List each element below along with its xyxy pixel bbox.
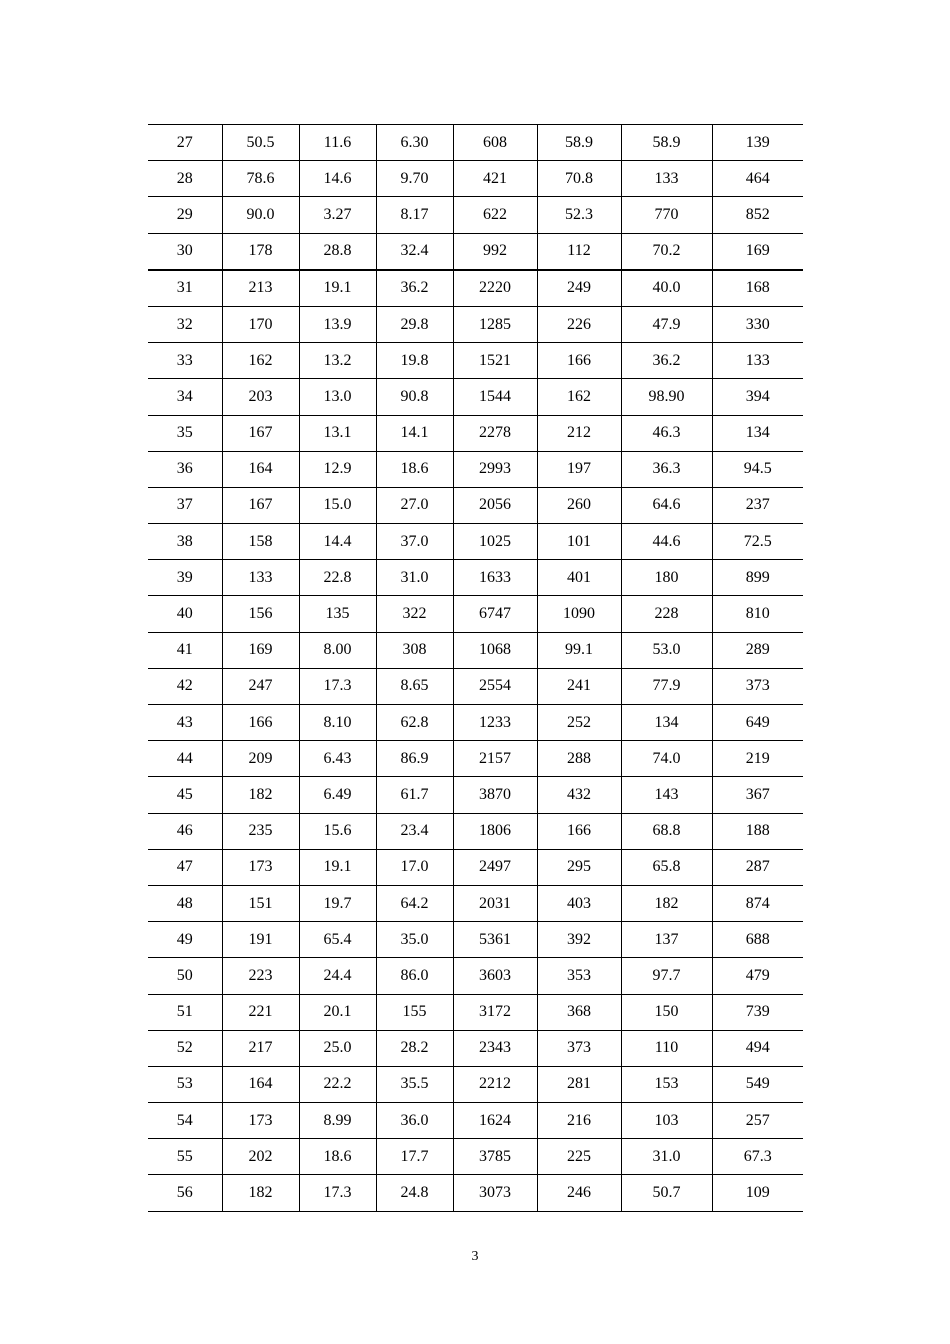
table-cell: 191 [222, 922, 299, 958]
table-cell: 150 [621, 994, 712, 1030]
row-number-cell: 27 [148, 125, 222, 161]
table-cell: 103 [621, 1103, 712, 1139]
table-row [148, 849, 803, 885]
table-cell: 137 [621, 922, 712, 958]
table-cell: 874 [712, 885, 803, 921]
table-cell: 182 [222, 777, 299, 813]
table-cell: 28.8 [299, 233, 376, 270]
table-cell: 5361 [453, 922, 537, 958]
table-cell: 164 [222, 1066, 299, 1102]
table-cell: 180 [621, 560, 712, 596]
table-cell: 202 [222, 1139, 299, 1175]
table-cell: 12.9 [299, 451, 376, 487]
table-cell: 40.0 [621, 270, 712, 307]
table-cell: 58.9 [621, 125, 712, 161]
table-cell: 62.8 [376, 705, 453, 741]
table-cell: 25.0 [299, 1030, 376, 1066]
table-cell: 65.8 [621, 849, 712, 885]
table-cell: 394 [712, 379, 803, 415]
table-cell: 401 [537, 560, 621, 596]
table-cell: 688 [712, 922, 803, 958]
table-cell: 1806 [453, 813, 537, 849]
row-number-cell: 49 [148, 922, 222, 958]
table-cell: 61.7 [376, 777, 453, 813]
table-row [148, 813, 803, 849]
table-cell: 608 [453, 125, 537, 161]
table-cell: 13.1 [299, 415, 376, 451]
table-cell: 2157 [453, 741, 537, 777]
table-cell: 221 [222, 994, 299, 1030]
row-number-cell: 40 [148, 596, 222, 632]
row-number-cell: 36 [148, 451, 222, 487]
table-cell: 110 [621, 1030, 712, 1066]
table-cell: 373 [712, 668, 803, 704]
table-cell: 164 [222, 451, 299, 487]
table-cell: 494 [712, 1030, 803, 1066]
table-cell: 373 [537, 1030, 621, 1066]
table-cell: 133 [222, 560, 299, 596]
table-cell: 17.0 [376, 849, 453, 885]
table-cell: 13.0 [299, 379, 376, 415]
table-cell: 2212 [453, 1066, 537, 1102]
table-cell: 14.6 [299, 161, 376, 197]
table-cell: 188 [712, 813, 803, 849]
row-number-cell: 34 [148, 379, 222, 415]
row-number-cell: 48 [148, 885, 222, 921]
table-row [148, 1066, 803, 1102]
table-cell: 166 [537, 813, 621, 849]
table-cell: 8.65 [376, 668, 453, 704]
table-cell: 151 [222, 885, 299, 921]
table-cell: 70.8 [537, 161, 621, 197]
table-cell: 217 [222, 1030, 299, 1066]
table-cell: 2056 [453, 487, 537, 523]
table-row [148, 487, 803, 523]
table-cell: 8.10 [299, 705, 376, 741]
table-cell: 19.1 [299, 270, 376, 307]
table-row [148, 161, 803, 197]
table-row [148, 125, 803, 161]
table-cell: 11.6 [299, 125, 376, 161]
table-cell: 44.6 [621, 524, 712, 560]
table-cell: 6.30 [376, 125, 453, 161]
table-cell: 330 [712, 306, 803, 342]
table-cell: 74.0 [621, 741, 712, 777]
table-cell: 19.8 [376, 343, 453, 379]
table-cell: 6747 [453, 596, 537, 632]
table-cell: 77.9 [621, 668, 712, 704]
table-cell: 1233 [453, 705, 537, 741]
table-cell: 3870 [453, 777, 537, 813]
table-row [148, 632, 803, 668]
row-number-cell: 35 [148, 415, 222, 451]
table-cell: 739 [712, 994, 803, 1030]
table-row [148, 343, 803, 379]
row-number-cell: 54 [148, 1103, 222, 1139]
table-cell: 235 [222, 813, 299, 849]
table-cell: 2220 [453, 270, 537, 307]
table-cell: 178 [222, 233, 299, 270]
table-row [148, 777, 803, 813]
table-row [148, 922, 803, 958]
table-cell: 13.9 [299, 306, 376, 342]
table-cell: 97.7 [621, 958, 712, 994]
table-row [148, 415, 803, 451]
table-row [148, 270, 803, 307]
row-number-cell: 28 [148, 161, 222, 197]
table-cell: 287 [712, 849, 803, 885]
table-cell: 31.0 [621, 1139, 712, 1175]
table-cell: 226 [537, 306, 621, 342]
table-row [148, 451, 803, 487]
table-row [148, 1103, 803, 1139]
table-cell: 23.4 [376, 813, 453, 849]
table-cell: 182 [621, 885, 712, 921]
row-number-cell: 50 [148, 958, 222, 994]
table-cell: 162 [222, 343, 299, 379]
table-cell: 9.70 [376, 161, 453, 197]
table-cell: 37.0 [376, 524, 453, 560]
table-cell: 134 [621, 705, 712, 741]
row-number-cell: 37 [148, 487, 222, 523]
table-cell: 1624 [453, 1103, 537, 1139]
table-cell: 169 [222, 632, 299, 668]
table-cell: 246 [537, 1175, 621, 1211]
table-cell: 479 [712, 958, 803, 994]
row-number-cell: 44 [148, 741, 222, 777]
table-cell: 109 [712, 1175, 803, 1211]
table-cell: 649 [712, 705, 803, 741]
table-cell: 1090 [537, 596, 621, 632]
table-cell: 1285 [453, 306, 537, 342]
table-cell: 50.7 [621, 1175, 712, 1211]
row-number-cell: 42 [148, 668, 222, 704]
table-cell: 36.3 [621, 451, 712, 487]
table-cell: 90.0 [222, 197, 299, 233]
table-cell: 228 [621, 596, 712, 632]
table-cell: 992 [453, 233, 537, 270]
table-cell: 852 [712, 197, 803, 233]
table-cell: 770 [621, 197, 712, 233]
table-cell: 99.1 [537, 632, 621, 668]
table-cell: 3172 [453, 994, 537, 1030]
table-cell: 98.90 [621, 379, 712, 415]
table-cell: 133 [621, 161, 712, 197]
table-cell: 169 [712, 233, 803, 270]
table-cell: 90.8 [376, 379, 453, 415]
table-row [148, 668, 803, 704]
table-cell: 134 [712, 415, 803, 451]
table-cell: 3.27 [299, 197, 376, 233]
table-cell: 94.5 [712, 451, 803, 487]
table-cell: 64.6 [621, 487, 712, 523]
table-cell: 281 [537, 1066, 621, 1102]
table-cell: 86.0 [376, 958, 453, 994]
table-cell: 249 [537, 270, 621, 307]
table-cell: 549 [712, 1066, 803, 1102]
table-cell: 72.5 [712, 524, 803, 560]
table-cell: 53.0 [621, 632, 712, 668]
table-cell: 22.8 [299, 560, 376, 596]
table-cell: 295 [537, 849, 621, 885]
table-row [148, 1175, 803, 1211]
table-cell: 35.5 [376, 1066, 453, 1102]
row-number-cell: 46 [148, 813, 222, 849]
row-number-cell: 41 [148, 632, 222, 668]
table-cell: 392 [537, 922, 621, 958]
table-cell: 2031 [453, 885, 537, 921]
table-cell: 421 [453, 161, 537, 197]
table-cell: 353 [537, 958, 621, 994]
table-cell: 197 [537, 451, 621, 487]
table-cell: 166 [537, 343, 621, 379]
table-cell: 1633 [453, 560, 537, 596]
table-cell: 622 [453, 197, 537, 233]
table-cell: 135 [299, 596, 376, 632]
table-row [148, 233, 803, 270]
table-cell: 8.99 [299, 1103, 376, 1139]
table-cell: 368 [537, 994, 621, 1030]
table-cell: 78.6 [222, 161, 299, 197]
row-number-cell: 38 [148, 524, 222, 560]
table-cell: 464 [712, 161, 803, 197]
table-body [148, 125, 803, 1212]
table-row [148, 560, 803, 596]
table-cell: 36.0 [376, 1103, 453, 1139]
table-cell: 308 [376, 632, 453, 668]
row-number-cell: 55 [148, 1139, 222, 1175]
table-row [148, 197, 803, 233]
table-cell: 367 [712, 777, 803, 813]
table-cell: 2497 [453, 849, 537, 885]
table-row [148, 306, 803, 342]
table-cell: 173 [222, 1103, 299, 1139]
table-cell: 153 [621, 1066, 712, 1102]
table-cell: 24.8 [376, 1175, 453, 1211]
table-cell: 8.00 [299, 632, 376, 668]
table-cell: 252 [537, 705, 621, 741]
table-cell: 247 [222, 668, 299, 704]
table-cell: 203 [222, 379, 299, 415]
table-cell: 432 [537, 777, 621, 813]
table-cell: 219 [712, 741, 803, 777]
table-cell: 20.1 [299, 994, 376, 1030]
table-cell: 167 [222, 415, 299, 451]
row-number-cell: 43 [148, 705, 222, 741]
table-cell: 139 [712, 125, 803, 161]
table-cell: 1025 [453, 524, 537, 560]
table-cell: 260 [537, 487, 621, 523]
table-cell: 1544 [453, 379, 537, 415]
row-number-cell: 45 [148, 777, 222, 813]
table-cell: 223 [222, 958, 299, 994]
table-cell: 3603 [453, 958, 537, 994]
table-cell: 2278 [453, 415, 537, 451]
row-number-cell: 52 [148, 1030, 222, 1066]
table-cell: 241 [537, 668, 621, 704]
row-number-cell: 51 [148, 994, 222, 1030]
table-cell: 237 [712, 487, 803, 523]
table-row [148, 596, 803, 632]
table-row [148, 994, 803, 1030]
table-row [148, 741, 803, 777]
table-cell: 112 [537, 233, 621, 270]
row-number-cell: 31 [148, 270, 222, 307]
table-row [148, 1030, 803, 1066]
table-cell: 3785 [453, 1139, 537, 1175]
table-cell: 1068 [453, 632, 537, 668]
table-cell: 17.7 [376, 1139, 453, 1175]
table-cell: 143 [621, 777, 712, 813]
table-cell: 14.1 [376, 415, 453, 451]
table-cell: 6.49 [299, 777, 376, 813]
table-cell: 22.2 [299, 1066, 376, 1102]
table-cell: 15.6 [299, 813, 376, 849]
table-cell: 156 [222, 596, 299, 632]
table-cell: 36.2 [376, 270, 453, 307]
table-cell: 166 [222, 705, 299, 741]
table-cell: 289 [712, 632, 803, 668]
table-cell: 1521 [453, 343, 537, 379]
table-cell: 225 [537, 1139, 621, 1175]
table-cell: 2343 [453, 1030, 537, 1066]
table-cell: 31.0 [376, 560, 453, 596]
table-cell: 212 [537, 415, 621, 451]
table-cell: 158 [222, 524, 299, 560]
table-cell: 86.9 [376, 741, 453, 777]
table-cell: 15.0 [299, 487, 376, 523]
table-row [148, 705, 803, 741]
table-cell: 101 [537, 524, 621, 560]
table-row [148, 1139, 803, 1175]
table-cell: 46.3 [621, 415, 712, 451]
page-number: 3 [471, 1249, 479, 1264]
row-number-cell: 29 [148, 197, 222, 233]
table-cell: 170 [222, 306, 299, 342]
table-cell: 27.0 [376, 487, 453, 523]
table-cell: 17.3 [299, 668, 376, 704]
table-cell: 8.17 [376, 197, 453, 233]
table-cell: 168 [712, 270, 803, 307]
table-cell: 32.4 [376, 233, 453, 270]
row-number-cell: 32 [148, 306, 222, 342]
table-cell: 47.9 [621, 306, 712, 342]
table-row [148, 885, 803, 921]
table-cell: 209 [222, 741, 299, 777]
table-cell: 899 [712, 560, 803, 596]
table-cell: 67.3 [712, 1139, 803, 1175]
table-cell: 68.8 [621, 813, 712, 849]
table-cell: 167 [222, 487, 299, 523]
table-cell: 19.7 [299, 885, 376, 921]
table-cell: 155 [376, 994, 453, 1030]
row-number-cell: 33 [148, 343, 222, 379]
data-table [148, 124, 803, 1212]
table-row [148, 958, 803, 994]
table-cell: 133 [712, 343, 803, 379]
table-cell: 52.3 [537, 197, 621, 233]
table-cell: 810 [712, 596, 803, 632]
table-cell: 322 [376, 596, 453, 632]
table-cell: 213 [222, 270, 299, 307]
table-cell: 288 [537, 741, 621, 777]
table-cell: 18.6 [299, 1139, 376, 1175]
table-cell: 65.4 [299, 922, 376, 958]
row-number-cell: 53 [148, 1066, 222, 1102]
table-cell: 162 [537, 379, 621, 415]
table-cell: 36.2 [621, 343, 712, 379]
row-number-cell: 56 [148, 1175, 222, 1211]
table-cell: 50.5 [222, 125, 299, 161]
table-cell: 403 [537, 885, 621, 921]
table-cell: 29.8 [376, 306, 453, 342]
table-cell: 257 [712, 1103, 803, 1139]
table-cell: 18.6 [376, 451, 453, 487]
table-cell: 3073 [453, 1175, 537, 1211]
row-number-cell: 47 [148, 849, 222, 885]
table-row [148, 379, 803, 415]
table-cell: 14.4 [299, 524, 376, 560]
table-cell: 35.0 [376, 922, 453, 958]
table-cell: 17.3 [299, 1175, 376, 1211]
table-row [148, 524, 803, 560]
table-cell: 19.1 [299, 849, 376, 885]
table-cell: 13.2 [299, 343, 376, 379]
table-cell: 64.2 [376, 885, 453, 921]
table-cell: 70.2 [621, 233, 712, 270]
table-cell: 173 [222, 849, 299, 885]
table-cell: 6.43 [299, 741, 376, 777]
table-cell: 24.4 [299, 958, 376, 994]
row-number-cell: 30 [148, 233, 222, 270]
table-cell: 182 [222, 1175, 299, 1211]
row-number-cell: 39 [148, 560, 222, 596]
table-cell: 58.9 [537, 125, 621, 161]
table-cell: 2993 [453, 451, 537, 487]
table-cell: 216 [537, 1103, 621, 1139]
table-cell: 28.2 [376, 1030, 453, 1066]
table-cell: 2554 [453, 668, 537, 704]
